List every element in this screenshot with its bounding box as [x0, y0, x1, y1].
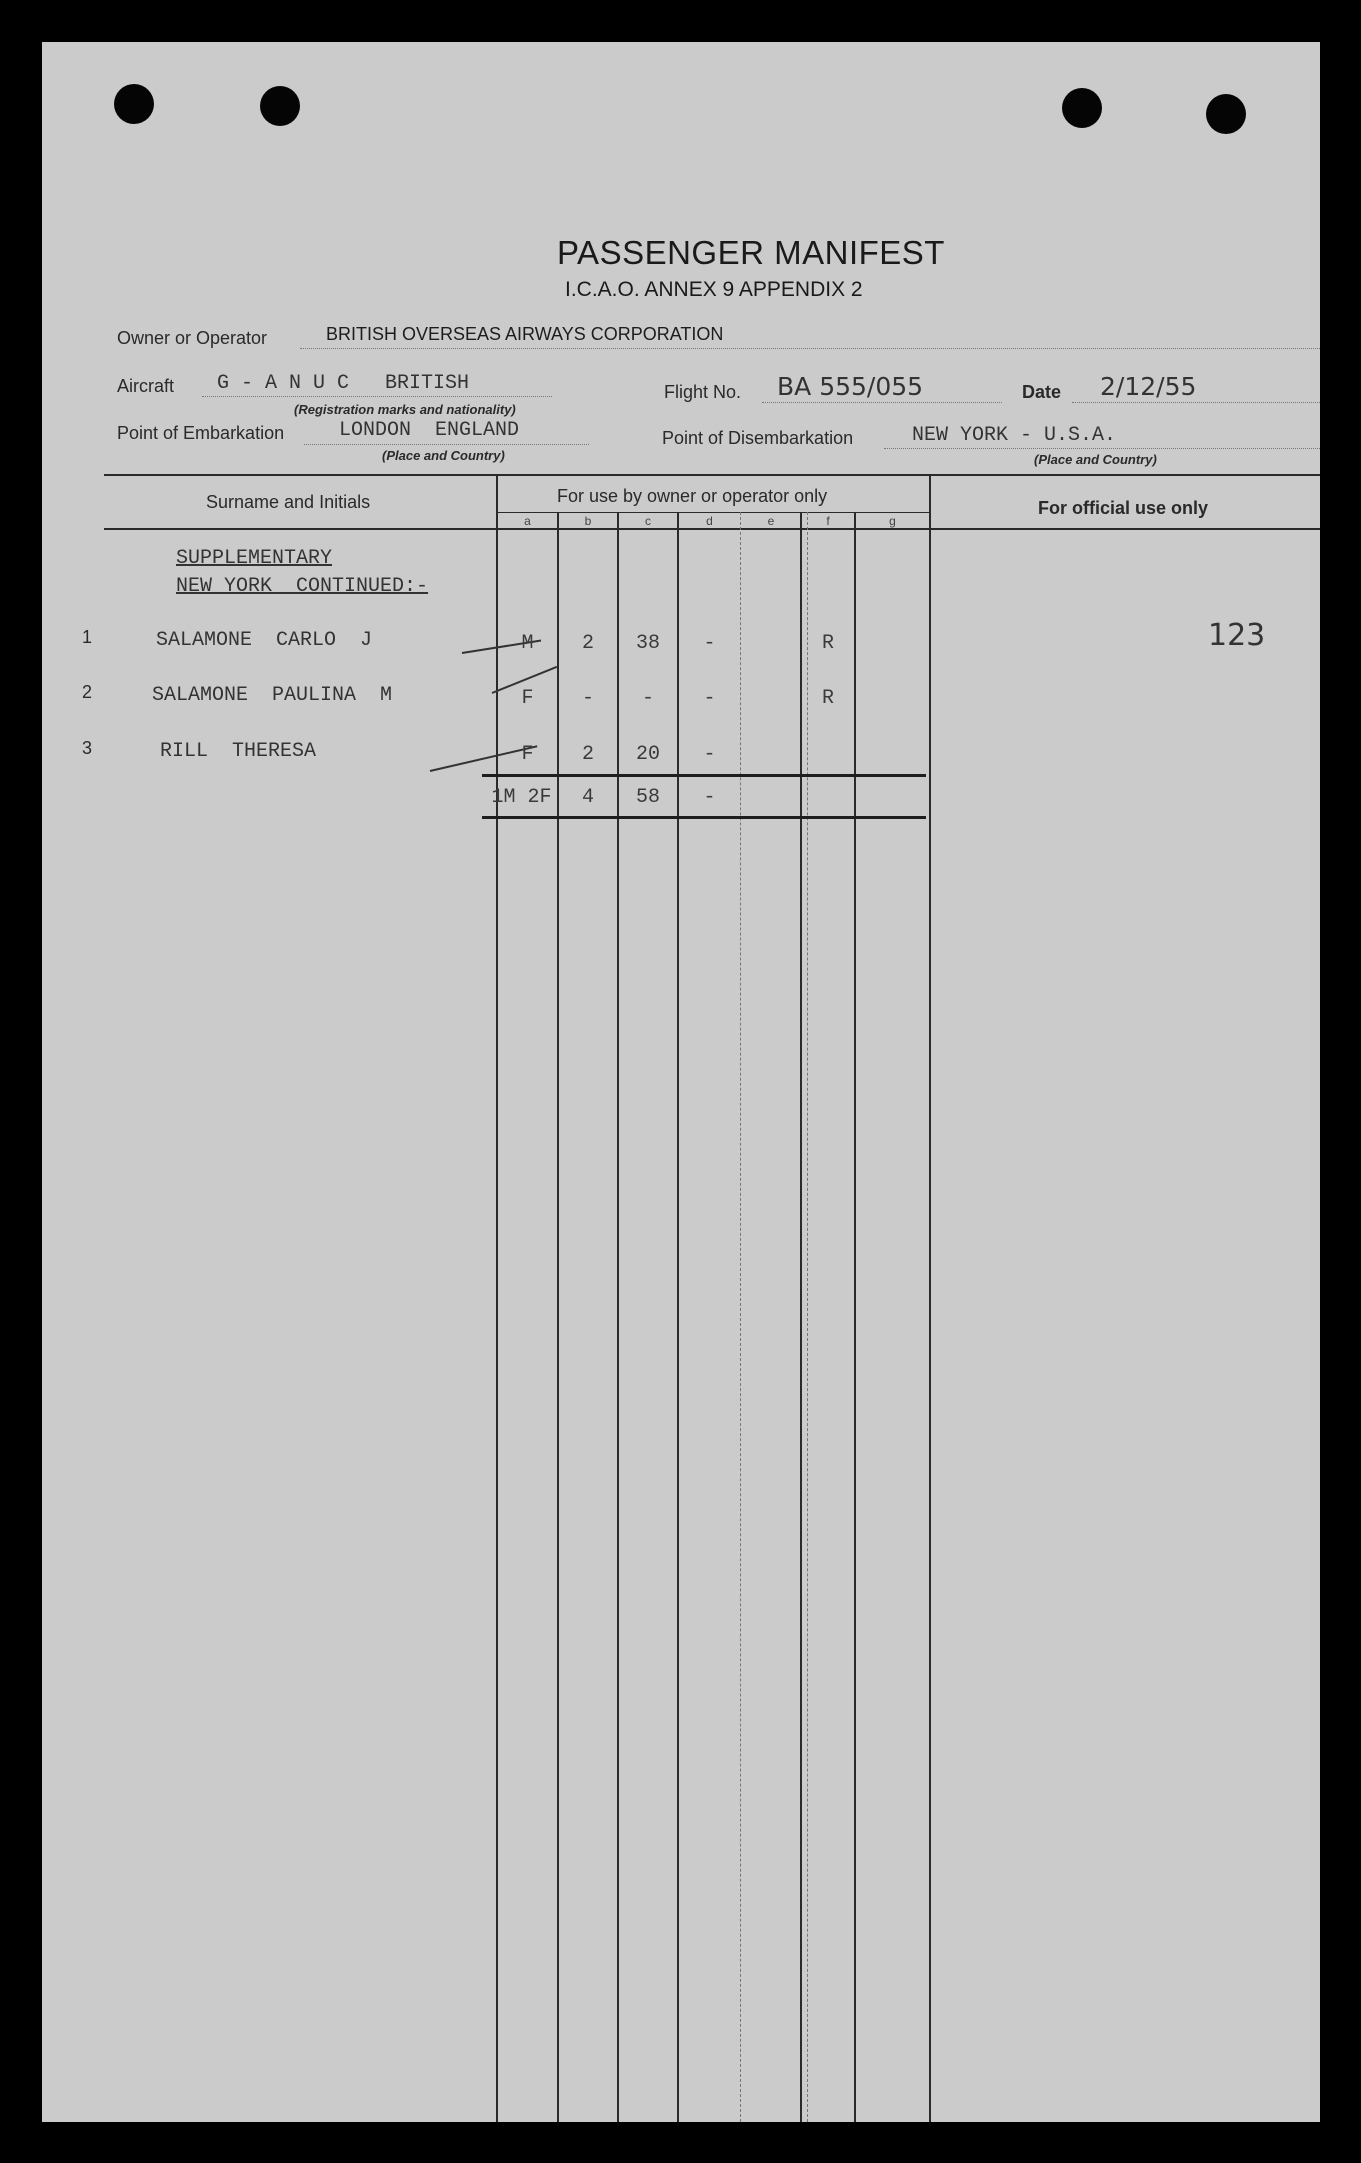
passenger-name: RILL THERESA [160, 740, 317, 763]
cell-c: 38 [635, 632, 660, 655]
embarkation-value: LONDON ENGLAND [339, 419, 520, 442]
aircraft-value: G - A N U C BRITISH [217, 372, 470, 395]
totals-top-rule [482, 774, 926, 777]
cell-b: - [581, 687, 594, 710]
row-number: 3 [82, 738, 93, 758]
cell-b: 2 [581, 632, 594, 655]
column-letter-b: b [584, 514, 592, 528]
form-title: PASSENGER MANIFEST [557, 234, 945, 271]
cell-d: - [703, 687, 716, 710]
total-c: 58 [635, 786, 660, 809]
table-header-rule [104, 528, 1320, 530]
disembarkation-note: (Place and Country) [1034, 452, 1157, 467]
row-number: 1 [82, 627, 93, 647]
column-letter-c: c [645, 514, 651, 528]
column-letter-f: f [826, 514, 830, 528]
cell-a: F [521, 687, 534, 710]
cell-f: R [821, 632, 834, 655]
punch-hole [260, 86, 300, 126]
passenger-name: SALAMONE CARLO J [156, 629, 373, 652]
column-divider [854, 512, 856, 2122]
aircraft-label: Aircraft [117, 376, 175, 396]
column-divider [740, 512, 741, 2122]
column-header-owner-use: For use by owner or operator only [557, 486, 828, 506]
date-value: 2/12/55 [1100, 372, 1197, 401]
column-header-official: For official use only [1038, 498, 1209, 518]
cell-c: - [641, 687, 654, 710]
owner-dotted-line [300, 348, 1320, 349]
flight-dotted-line [762, 402, 1002, 403]
column-divider [807, 512, 808, 2122]
manifest-page [42, 42, 1320, 2122]
section-heading: NEW YORK CONTINUED:- [176, 575, 429, 598]
totals-bottom-rule [482, 816, 926, 819]
section-heading: SUPPLEMENTARY [176, 547, 333, 570]
cell-a: F [521, 743, 534, 766]
column-letter-a: a [524, 514, 531, 528]
column-header-surname: Surname and Initials [206, 492, 371, 512]
cell-a: M [521, 632, 534, 655]
cell-d: - [703, 743, 716, 766]
disembarkation-label: Point of Disembarkation [662, 428, 854, 448]
aircraft-note: (Registration marks and nationality) [294, 402, 516, 417]
flight-value: BA 555/055 [777, 372, 924, 401]
embarkation-note: (Place and Country) [382, 448, 505, 463]
cell-c: 20 [635, 743, 660, 766]
embarkation-label: Point of Embarkation [117, 423, 285, 443]
owner-use-rule [498, 512, 929, 513]
row-number: 2 [82, 682, 93, 702]
punch-hole [1062, 88, 1102, 128]
flight-label: Flight No. [664, 382, 742, 402]
column-letter-d: d [706, 514, 713, 528]
column-letter-g: g [889, 514, 896, 528]
date-dotted-line [1072, 402, 1320, 403]
punch-hole [1206, 94, 1246, 134]
total-b: 4 [581, 786, 594, 809]
disembarkation-dotted-line [884, 448, 1320, 449]
owner-value: BRITISH OVERSEAS AIRWAYS CORPORATION [326, 324, 724, 344]
form-subtitle: I.C.A.O. ANNEX 9 APPENDIX 2 [565, 278, 863, 301]
date-label: Date [1022, 382, 1062, 402]
embarkation-dotted-line [304, 444, 589, 445]
passenger-name: SALAMONE PAULINA M [152, 684, 393, 707]
cell-f: R [821, 687, 834, 710]
disembarkation-value: NEW YORK - U.S.A. [912, 424, 1117, 447]
owner-label: Owner or Operator [117, 328, 268, 348]
column-divider [929, 474, 931, 2122]
column-letter-e: e [767, 514, 775, 528]
aircraft-dotted-line [202, 396, 552, 397]
punch-hole [114, 84, 154, 124]
official-number: 123 [1208, 618, 1266, 653]
table-top-rule [104, 474, 1320, 476]
cell-b: 2 [581, 743, 594, 766]
cell-d: - [703, 632, 716, 655]
column-divider [800, 512, 802, 2122]
total-a: 1M 2F [491, 786, 552, 809]
total-d: - [703, 786, 716, 809]
column-divider [496, 474, 498, 2122]
